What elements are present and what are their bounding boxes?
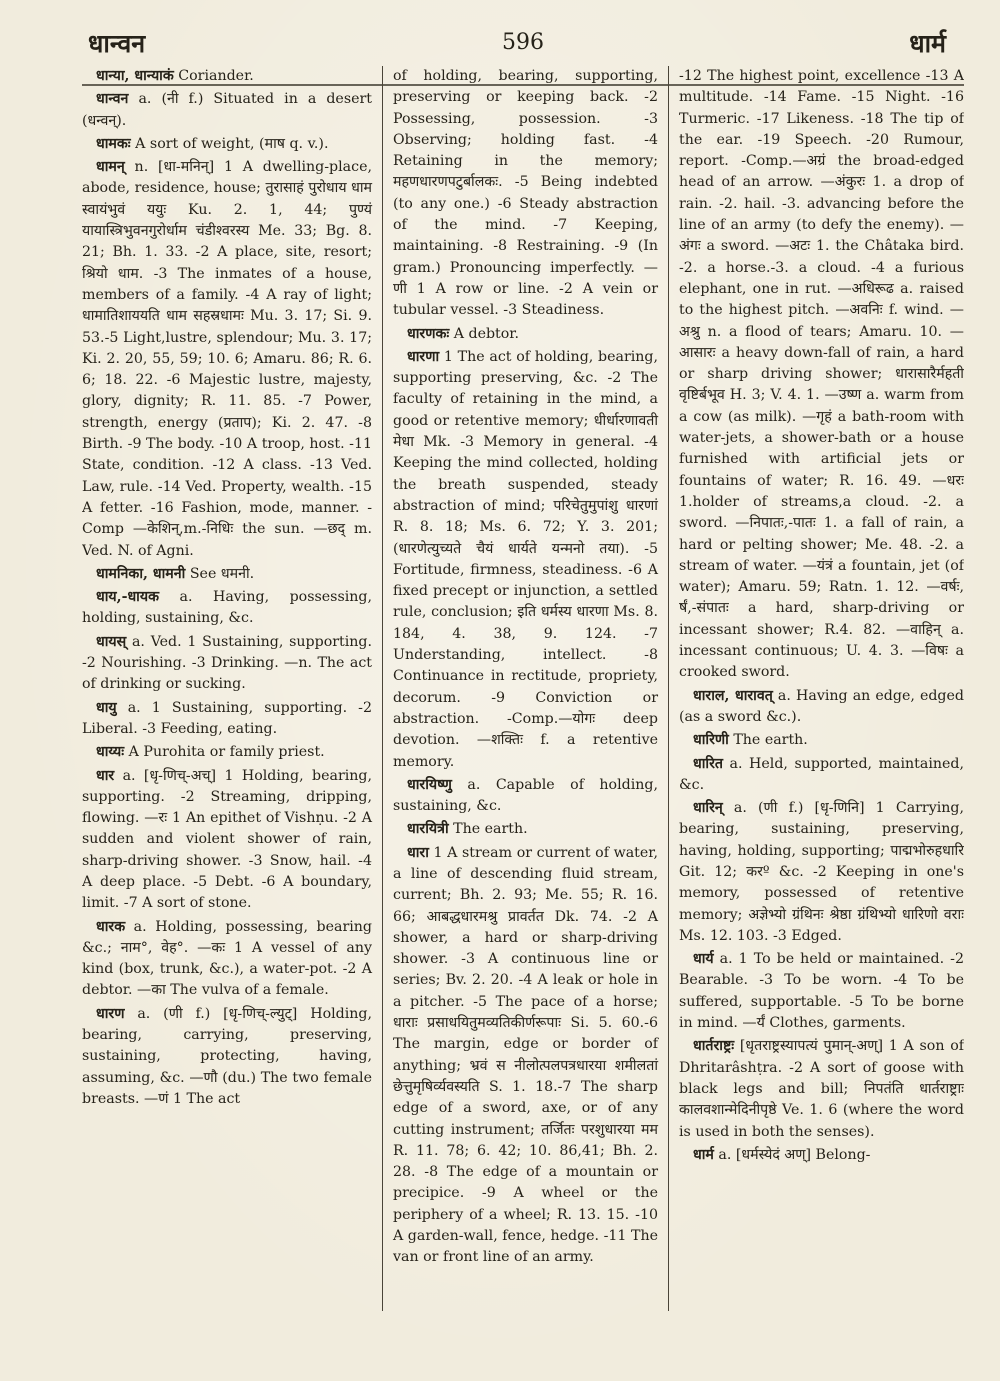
entry-headword: धारयित्री xyxy=(407,821,449,838)
entry-headword: धारणा xyxy=(407,348,440,365)
entry-definition: [धृतराष्ट्रस्यापत्यं पुमान्-अण्] 1 A son of Dhritarâshṭra. -2 A sort of goose with black legs and bill; निपतंति धार्तराष्ट्राः कालवशान्मेदिनीपृष्ठे Ve. 1. 6 (where the word is used in both the senses). xyxy=(679,1038,964,1140)
entry-headword: धान्वन xyxy=(96,91,129,108)
entry-headword: धारिन् xyxy=(693,800,723,817)
left-guideword: धान्वन xyxy=(88,29,146,58)
column-left xyxy=(82,66,382,1311)
entry-headword: धारयिष्णु xyxy=(407,776,452,793)
entry-definition: A debtor. xyxy=(449,325,520,342)
dictionary-entry xyxy=(82,632,372,696)
entry-headword: धारित xyxy=(693,755,723,772)
entry-definition: 1 The act of holding, bearing, supporting preserving, &c. -2 The faculty of retaining in the mind, a good or retentive memory; धीर्धारणावती मेधा Mk. -3 Memory in general. -4 Keeping the mind collected, holding the breath suspended, steady abstraction of mind; परिचेतुमुपांशु धारणां R. 8. 18; Ms. 6. 72; Y. 3. 201; (धारणेत्युच्यते चैयं धार्यते यन्मनो तया). -5 Fortitude, firmness, steadiness. -6 A fixed precept or injunction, a settled rule, conclusion; इति धर्मस्य धारणा Ms. 8. 184, 4. 38, 9. 124. -7 Understanding, intellect. -8 Continuance in rectitude, propriety, decorum. -9 Conviction or abstraction. -Comp.—योगः deep devotion. —शक्तिः f. a retentive memory. xyxy=(393,348,658,770)
entry-definition: A Purohita or family priest. xyxy=(124,744,325,761)
entry-headword: धार्तराष्ट्रः xyxy=(693,1038,735,1055)
entry-definition: See धमनी. xyxy=(185,565,255,582)
column-right xyxy=(668,66,964,1311)
dictionary-entry xyxy=(393,819,658,840)
entry-headword: धाय,-धायक xyxy=(96,589,159,606)
entry-headword: धारणकः xyxy=(407,325,450,342)
entry-definition: n. [धा-मनिन्] 1 A dwelling-place, abode, residence, house; तुरासाहं पुरोधाय धाम स्वायंभुवं ययुः Ku. 2. 1, 44; पुण्यं यायास्त्रिभुवनगुरोर्धाम चंडीश्वरस्य Me. 33; Bg. 8. 21; Bh. 1. 33. -2 A place, site, resort; श्रियो धाम. -3 The inmates of a house, members of a family. -4 A ray of light; धामातिशाययति धाम सहस्रधामः Mu. 3. 17; Si. 9. 53.-5 Light,lustre, splendour; Mu. 3. 17; Ki. 2. 20, 55, 59; 10. 6; Amaru. 86; R. 6. 6; 18. 22. -6 Majestic lustre, majesty, glory, dignity; R. 11. 85. -7 Power, strength, energy (प्रताप); Ki. 2. 47. -8 Birth. -9 The body. -10 A troop, host. -11 State, condition. -12 A class. -13 Ved. Law, rule. -14 Ved. Property, wealth. -15 A fetter. -16 Fashion, mode, manner. -Comp —केशिन्,m.-निधिः the sun. —छद् m. Ved. N. of Agni. xyxy=(82,159,372,559)
dictionary-entry xyxy=(82,917,372,1002)
dictionary-entry xyxy=(82,89,372,132)
dictionary-entry xyxy=(393,843,658,1269)
dictionary-entry xyxy=(679,1036,964,1142)
entry-definition: a. Having, possessing, holding, sustaining, &c. xyxy=(82,589,372,627)
dictionary-entry xyxy=(82,587,372,630)
dictionary-entry xyxy=(679,949,964,1034)
entry-headword: धामकः xyxy=(96,135,131,152)
entry-definition: A sort of weight, (माष q. v.). xyxy=(130,135,329,152)
entry-headword: धारण xyxy=(96,1005,125,1022)
dictionary-entry xyxy=(679,754,964,797)
dictionary-entry xyxy=(679,730,964,751)
dictionary-entry xyxy=(393,66,658,322)
dictionary-entry xyxy=(82,134,372,155)
entry-headword: धायस् xyxy=(96,633,127,650)
entry-definition: The earth. xyxy=(728,732,808,749)
dictionary-entry xyxy=(82,564,372,585)
entry-definition: a. Held, supported, maintained, &c. xyxy=(679,755,964,793)
entry-definition: a. [धृ-णिच्-अच्] 1 Holding, bearing, supporting. -2 Streaming, dripping, flowing. —रः 1 An epithet of Vishṇu. -2 A sudden and violent shower of rain, sharp-driving shower. -3 Snow, hail. -4 A deep place. -5 Debt. -6 A boundary, limit. -7 A sort of stone. xyxy=(82,767,372,912)
entry-definition: a. Ved. 1 Sustaining, supporting. -2 Nourishing. -3 Drinking. —n. The act of drinking or sucking. xyxy=(82,633,372,693)
entry-definition: Coriander. xyxy=(173,68,254,84)
entry-headword: धार xyxy=(96,767,115,784)
entry-headword: धायु xyxy=(96,699,117,716)
dictionary-entry xyxy=(393,324,658,345)
entry-definition: The earth. xyxy=(448,821,528,838)
entry-definition: a. (नी f.) Situated in a desert (धन्वन्). xyxy=(82,91,372,129)
column-middle xyxy=(382,66,668,1311)
right-guideword: धार्म xyxy=(909,29,946,58)
entry-headword: धारिणी xyxy=(693,732,729,749)
dictionary-entry xyxy=(679,66,964,684)
entry-definition: 1 A stream or current of water, a line of descending fluid stream, current; Bh. 2. 93; Me. 55; R. 16. 66; आबद्धधारमश्रु प्रावर्तत Dk. 74. -2 A shower, a hard or sharp-driving shower. -3 A continuous line or series; Bv. 2. 20. -4 A leak or hole in a pitcher. -5 The pace of a horse; धाराः प्रसाधयितुमव्यतिकीर्णरूपाः Si. 5. 60.-6 The margin, edge or border of anything; भ्रवं स नीलोत्पलपत्रधारया शमीलतां छेत्तुमृषिर्व्यवस्यति S. 1. 18.-7 The sharp edge of a sword, axe, or of any cutting instrument; तर्जितः परशुधारया मम R. 11. 78; 6. 42; 10. 86,41; Bh. 2. 28. -8 The edge of a mountain or precipice. -9 A wheel or the periphery of a wheel; R. 13. 15. -10 A garden-wall, fence, hedge. -11 The van or front line of an army. xyxy=(393,844,658,1266)
entry-definition: a. 1 To be held or maintained. -2 Bearable. -3 To be worn. -4 To be suffered, supportable. -5 To be borne in mind. —र्यं Clothes, garments. xyxy=(679,951,964,1032)
dictionary-entry xyxy=(393,775,658,818)
dictionary-entry xyxy=(679,798,964,947)
entry-headword: धार्य xyxy=(693,951,714,968)
page-header xyxy=(82,22,964,62)
text-columns xyxy=(82,66,964,1311)
entry-definition: a. 1 Sustaining, supporting. -2 Liberal. -3 Feeding, eating. xyxy=(82,699,372,737)
entry-headword: धारा xyxy=(407,844,429,861)
entry-definition: a. [धर्मस्येदं अण्] Belong- xyxy=(713,1146,871,1163)
entry-headword: धारक xyxy=(96,918,126,935)
dictionary-entry xyxy=(82,66,372,87)
entry-headword: धामन् xyxy=(96,159,125,176)
entry-headword: धान्या, धान्याकं xyxy=(96,68,174,84)
page-number: 596 xyxy=(502,30,544,55)
dictionary-entry xyxy=(393,347,658,773)
entry-definition: a. (णी f.) [धृ-णिनि] 1 Carrying, bearing, sustaining, preserving, having, holding, supporting; पाद्मभोरुहधारि Git. 12; करº &c. -2 Keeping in one's memory, possessed of retentive memory; अज्ञेभ्यो ग्रंथिनः श्रेष्ठा ग्रंथिभ्यो धारिणो वराः Ms. 12. 103. -3 Edged. xyxy=(679,800,964,944)
dictionary-entry xyxy=(82,742,372,763)
dictionary-entry xyxy=(82,157,372,562)
entry-headword: धामनिका, धामनी xyxy=(96,565,186,582)
entry-definition: -12 The highest point, excellence -13 A multitude. -14 Fame. -15 Night. -16 Turmeric. -17 Likeness. -18 The tip of the ear. -19 Speech. -20 Rumour, report. -Comp.—अग्रं the broad-edged head of an arrow. —अंकुरः 1. a drop of rain. -2. hail. -3. advancing before the line of an army (to defy the enemy). —अंगः a sword. —अटः 1. the Châtaka bird. -2. a horse.-3. a cloud. -4 a furious elephant, one in rut. —अधिरूढ a. raised to the highest pitch. —अवनिः f. wind. —अश्रु n. a flood of tears; Amaru. 10. —आसारः a heavy down-fall of rain, a hard or sharp driving shower; धारासारैर्महती वृष्टिर्बभूव H. 3; V. 4. 1. —उष्ण a. warm from a cow (as milk). —गृहं a bath-room with water-jets, a shower-bath or a house furnished with artificial jets or fountains of water; R. 16. 49. —धरः 1.holder of streams,a cloud. -2. a sword. —निपातः,-पातः 1. a fall of rain, a hard or pelting shower; Me. 48. -2. a stream of water. —यंत्रं a fountain, jet (of water); Amaru. 59; Ratn. 1. 12. —वर्षः, र्षं,-संपातः a hard, sharp-driving or incessant shower; R.4. 82. —वाहिन् a. incessant continuous; U. 4. 3. —विषः a crooked sword. xyxy=(679,68,964,681)
dictionary-entry xyxy=(679,686,964,729)
entry-definition: a. Having an edge, edged (as a sword &c.). xyxy=(679,687,964,725)
entry-definition: a. Holding, possessing, bearing &c.; नाम°, वेह°. —कः 1 A vessel of any kind (box, trunk, &c.), a water-pot. -2 A debtor. —का The vulva of a female. xyxy=(82,918,372,999)
dictionary-entry xyxy=(82,1004,372,1110)
dictionary-entry xyxy=(82,766,372,915)
entry-definition: a. (णी f.) [धृ-णिच्-ल्युट्] Holding, bearing, carrying, preserving, sustaining, protecting, having, assuming, &c. —णौ (du.) The two female breasts. —णं 1 The act xyxy=(82,1005,372,1107)
entry-definition: a. Capable of holding, sustaining, &c. xyxy=(393,776,658,815)
entry-headword: धार्म xyxy=(693,1146,714,1163)
entry-headword: धाय्यः xyxy=(96,744,125,761)
entry-definition: of holding, bearing, supporting, preserving or keeping back. -2 Possessing, possession. -3 Observing; holding fast. -4 Retaining in the memory; महणधारणपटुर्बालकः. -5 Being indebted (to any one.) -6 Steady abstraction of the mind. -7 Keeping, maintaining. -8 Restraining. -9 (In gram.) Pronouncing imperfectly. —णी 1 A row or line. -2 A vein or tubular vessel. -3 Steadiness. xyxy=(393,68,658,319)
dictionary-entry xyxy=(82,698,372,741)
entry-headword: धाराल, धारावत् xyxy=(693,687,773,704)
dictionary-entry xyxy=(679,1145,964,1166)
